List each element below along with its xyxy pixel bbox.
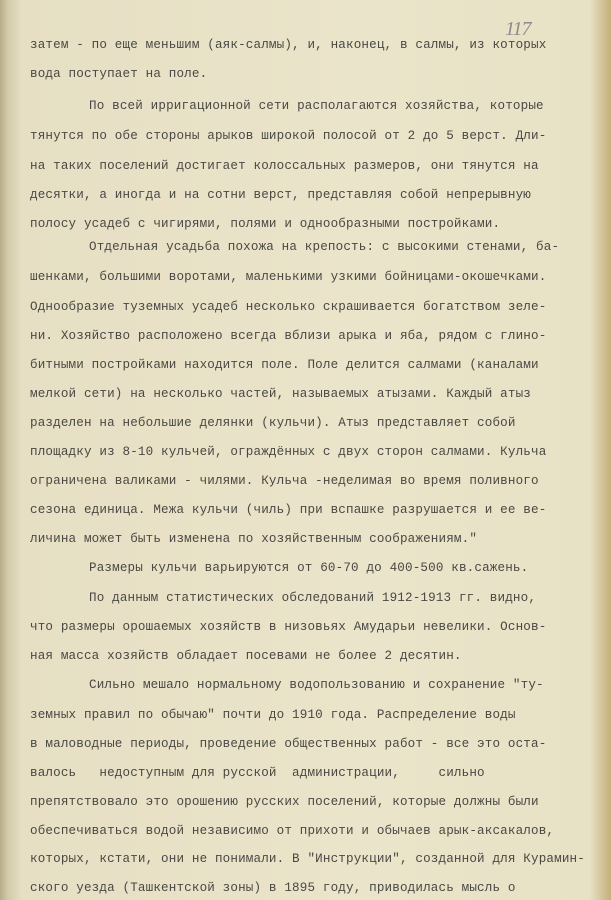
text-line: мелкой сети) на несколько частей, называемых атызами. Каждый атыз [30,387,531,401]
text-line: сезона единица. Межа кульчи (чиль) при вспашке разрушается и ее ве- [30,503,547,517]
text-line: По всей ирригационной сети располагаются хозяйства, которые [89,99,544,113]
text-line: валось недоступным для русской администрации, сильно [30,766,485,780]
text-line: препятствовало это орошению русских поселений, которые должны были [30,795,539,809]
text-line: Отдельная усадьба похожа на крепость: с высокими стенами, ба- [89,240,560,254]
text-line: тянутся по обе стороны арыков широкой полосой от 2 до 5 верст. Дли- [30,129,547,143]
text-line: ная масса хозяйств обладает посевами не более 2 десятин. [30,649,462,663]
text-line: полосу усадеб с чигирями, полями и однообразными постройками. [30,217,501,231]
text-line: земных правил по обычаю" почти до 1910 года. Распределение воды [30,708,516,722]
text-line: По данным статистических обследований 1912-1913 гг. видно, [89,591,537,605]
text-line: затем - по еще меньшим (аяк-салмы), и, наконец, в салмы, из которых [30,38,547,52]
text-line: личина может быть изменена по хозяйственным соображениям." [30,532,478,546]
text-line: обеспечиваться водой независимо от прихоти и обычаев арык-аксакалов, [30,824,555,838]
text-line: вода поступает на поле. [30,67,208,81]
text-line: шенками, большими воротами, маленькими узкими бойницами-окошечками. [30,270,547,284]
text-line: десятки, а иногда и на сотни верст, представляя собой непрерывную [30,188,531,202]
text-line: в маловодные периоды, проведение общественных работ - все это оста- [30,737,547,751]
text-line: битными постройками находится поле. Поле делится салмами (каналами [30,358,539,372]
text-line: на таких поселений достигает колоссальных размеров, они тянутся на [30,159,539,173]
page-number: 117 [505,18,531,40]
text-line: ского уезда (Ташкентской зоны) в 1895 году, приводилась мысль о [30,881,516,895]
text-line: площадку из 8-10 кульчей, ограждённых с двух сторон салмами. Кульча [30,445,547,459]
text-line: разделен на небольшие делянки (кульчи). Атыз представляет собой [30,416,516,430]
text-line: ограничена валиками - чилями. Кульча -неделимая во время поливного [30,474,539,488]
text-line: Однообразие туземных усадеб несколько скрашивается богатством зеле- [30,300,547,314]
text-line: которых, кстати, они не понимали. В "Инструкции", созданной для Курамин- [30,852,585,866]
text-line: что размеры орошаемых хозяйств в низовьях Амударьи невелики. Основ- [30,620,547,634]
text-line: Размеры кульчи варьируются от 60-70 до 400-500 кв.сажень. [89,561,529,575]
text-line: ни. Хозяйство расположено всегда вблизи арыка и яба, рядом с глино- [30,329,547,343]
text-line: Сильно мешало нормальному водопользованию и сохранение "ту- [89,678,544,692]
